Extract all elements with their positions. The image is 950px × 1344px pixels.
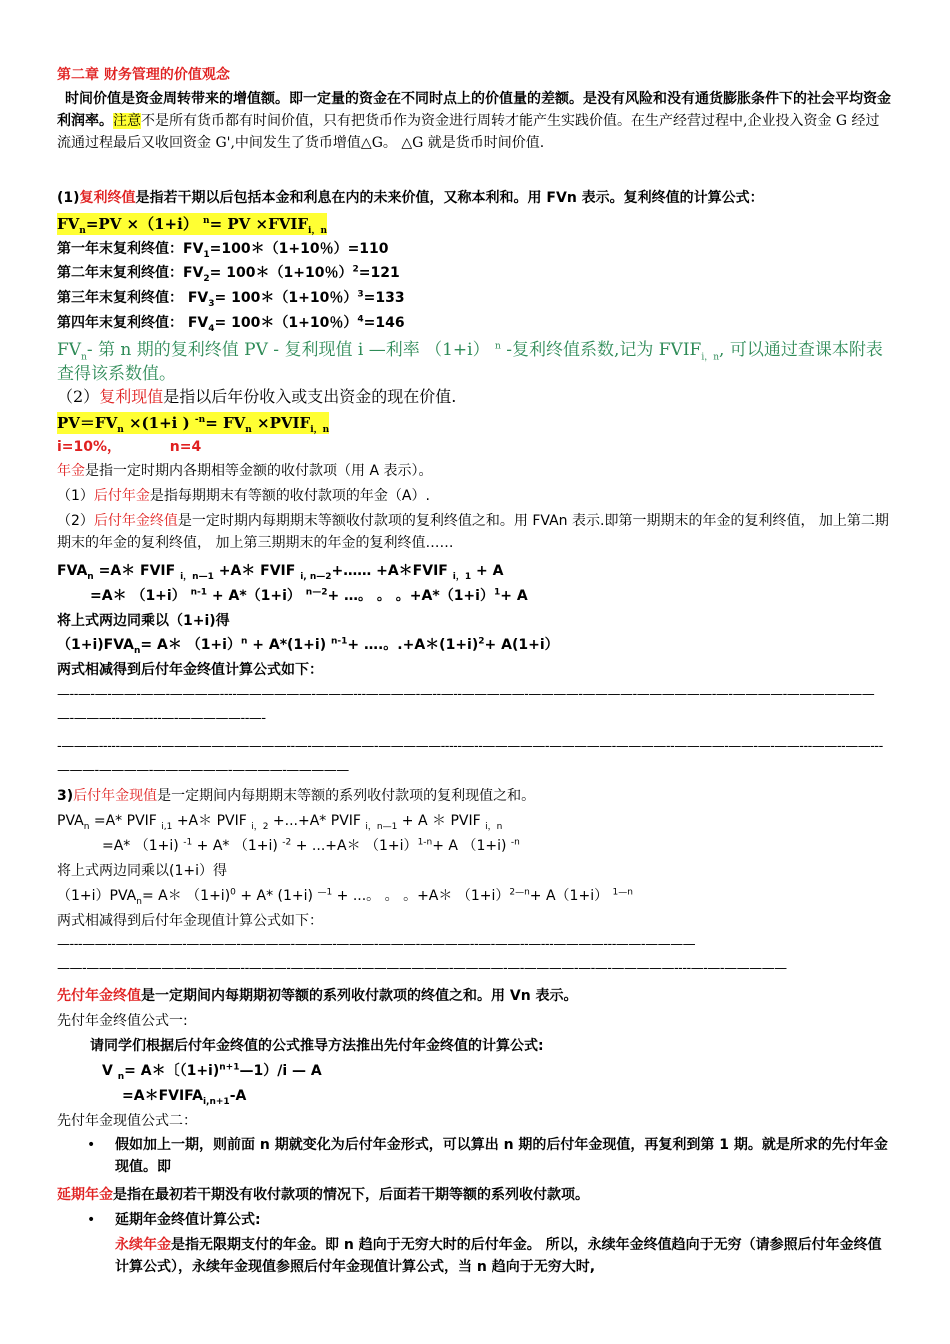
section-2-number: （2） xyxy=(57,387,100,406)
multiply-step-1: 将上式两边同乘以（1+i)得 xyxy=(57,613,230,629)
deferred-annuity-term: 延期年金 xyxy=(57,1187,113,1203)
annuity-due-formula-b: $=A*FVIFA_{i,n+1}-A$ xyxy=(122,1088,247,1107)
pva-formula-2: =A* （1+i) $^{-1}$ + A* （1+i) $^{-2}$ + ...+A＊ $(1+i)^{1-n}+ A$ （1+i) $^{-n}$ xyxy=(102,837,520,854)
compound-present-value-term: 复利现值 xyxy=(99,387,164,406)
deferred-annuity-definition xyxy=(57,1184,589,1206)
intro-rest: 不是所有货币都有时间价值，只有把货币作为资金进行周转才能产生实践价值。在生产经营过程中,企业投入资金 G 经过流通过程最后又收回资金 G',中间发生了货币增值△G。 △G 就是货币时间价值. xyxy=(57,113,880,151)
ordinary-annuity-pv-definition xyxy=(57,785,535,807)
intro-bold: 时间价值是资金周转带来的增值额。即一定量的资金在不同时点上的价值量的差额。是没有风险和没有通货膨胀条件下的社会平均资金利润率。 xyxy=(57,91,891,129)
year-4-value: 第四年末复利终值： $FV_4=$ 100＊（1+10％）$^4$=146 xyxy=(57,314,405,334)
separator-line-6: ——-————————-————--———-——-———-———————-————-—-————-—-—-—————----—-—-————— xyxy=(57,961,787,976)
multiply-step-2: 将上式两边同乘以(1+i）得 xyxy=(57,863,227,879)
intro-paragraph xyxy=(57,88,893,154)
annuity-term: 年金 xyxy=(57,463,85,479)
item-3-text: 是一定期间内每期期末等额的系列收付款项的复利现值之和。 xyxy=(157,788,536,804)
year-3-value: 第三年末复利终值： $FV_3=$ 100＊（1+10％）$^3$=133 xyxy=(57,289,405,309)
chapter-title: 第二章 财务管理的价值观念 xyxy=(57,67,230,83)
subtract-step-2: 两式相减得到后付年金现值计算公式如下： xyxy=(57,913,323,929)
bullet-1-marker: • xyxy=(87,1137,96,1153)
note-highlight: 注意 xyxy=(113,113,141,129)
formula-pv: $PV=FV_n \times(1+i$ ) $^{-n}= FV_n$ $\times PVIF_{i,n}$ xyxy=(57,414,330,435)
separator-line-1: —--—-—-——-——-————----——————-———---————-—--—--—————-————-————-——————-—-————-——————— xyxy=(57,687,875,702)
compound-future-value-definition xyxy=(57,187,764,209)
bullet-1-text: 假如加上一期，则前面 n 期就变化为后付年金形式，可以算出 n 期的后付年金现值，再复利到第 1 期。就是所求的先付年金现值。即 xyxy=(115,1137,888,1175)
ordinary-annuity-fv-term: 后付年金终值 xyxy=(93,513,178,529)
annuity-due-formula-1-label: 先付年金终值公式一: xyxy=(57,1013,188,1029)
pva-formula-3: $(1+i)PVA_n=$ A＊ （1+i)$^0$ + A* (1+i) $^{—1}$ + ...。 。 。+A＊ $(1+i)^{2—n}+ A(1+i)$ $^{1—n}$ xyxy=(57,887,633,907)
formula-fv: $FV_n=PV \times(1+i)$ $^n$= PV $\times FVIF_{i,n}$ xyxy=(57,215,328,236)
annuity-due-fv-text: 是一定期间内每期期初等额的系列收付款项的终值之和。用 Vn 表示。 xyxy=(141,988,578,1004)
separator-line-2: —-———--——----—-—————--—- xyxy=(57,711,266,726)
year-2-value: 第二年末复利终值：$FV_2=$ 100＊（1+10％）$^2$=121 xyxy=(57,264,400,284)
ordinary-annuity-term: 后付年金 xyxy=(93,488,150,504)
item-2-number: （2） xyxy=(57,513,94,529)
pva-formula-1: $PVA_n =A*$ PVIF $_{i,1}$ +A＊ PVIF $_{i,2}$ +...+A* PVIF $_{i,n—1}$ + A ＊ PVIF $_{i,n}$ xyxy=(57,813,503,832)
item-1-number: （1） xyxy=(57,488,94,504)
fva-formula-2: =A＊ （1+i） $^{n-1}$ + A*（1+i） $^{n—2}$+ …。 。 。$+A*(1+i)^1+ A$ xyxy=(90,587,528,604)
subtract-step-1: 两式相减得到后付年金终值计算公式如下： xyxy=(57,662,323,678)
separator-line-4: ———-————-——————-————-————— xyxy=(57,763,349,778)
fva-formula-1: $FVA_n$ =A＊ FVIF $_{i,n—1}$ +A＊ FVIF $_{i, n—2}$+…… +A＊FVIF $_{i,1}$ + A xyxy=(57,563,504,582)
compound-present-value-definition xyxy=(57,386,456,408)
perpetuity-definition xyxy=(115,1234,893,1278)
bullet-2-marker: • xyxy=(87,1212,96,1228)
annuity-due-instruction: 请同学们根据后付年金终值的公式推导方法推出先付年金终值的计算公式: xyxy=(90,1038,544,1054)
ordinary-annuity-pv-term: 后付年金现值 xyxy=(73,788,158,804)
symbol-explanation: $FV_n-$ 第 n 期的复利终值 PV - 复利现值 i —利率 （1+i） $^n$ -复利终值系数,记为 $FVIF_{i,n}$, 可以通过查课本附表查得该系数值。 xyxy=(57,340,883,384)
bullet-2-text: 延期年金终值计算公式: xyxy=(115,1212,261,1228)
annuity-text: 是指一定时期内各期相等金额的收付款项（用 A 表示）。 xyxy=(85,463,433,479)
separator-line-5: —---——--—-————-————-————-———-———-———-————--—-——--—---————---——-———— xyxy=(57,937,696,952)
annuity-definition xyxy=(57,460,432,482)
section-1-number: (1) xyxy=(57,190,80,206)
item-2-text: 是一定时期内每期期末等额收付款项的复利终值之和。用 FVAn 表示.即第一期期末的年金的复利终值， 加上第二期期末的年金的复利终值， 加上第三期期末的年金的复利终值…… xyxy=(57,513,889,551)
parameters: i=10%， n=4 xyxy=(57,439,202,455)
annuity-due-formula-a: V $_n$= A＊〔（1+i)$^{n+1}$—1）/i — A xyxy=(102,1062,322,1082)
year-1-value: 第一年末复利终值：$FV_1=100*(1+10$％）=110 xyxy=(57,241,389,260)
perpetuity-term: 永续年金 xyxy=(115,1237,171,1253)
annuity-due-fv-term: 先付年金终值 xyxy=(57,988,141,1004)
deferred-annuity-text: 是指在最初若干期没有收付款项的情况下，后面若干期等额的系列收付款项。 xyxy=(113,1187,589,1203)
ordinary-annuity-definition xyxy=(57,485,430,507)
ordinary-annuity-fv-definition xyxy=(57,510,893,554)
annuity-due-formula-2-label: 先付年金现值公式二： xyxy=(57,1113,197,1129)
compound-future-value-term: 复利终值 xyxy=(79,190,136,206)
section-1-text: 是指若干期以后包括本金和利息在内的未来价值，又称本利和。用 FVn 表示。复利终值的计算公式： xyxy=(135,190,764,206)
separator-line-3: -———-----———-——————————--—-—————-—————-----—--—————-—————-————--————-——-—-——---——--——--- xyxy=(57,739,883,754)
annuity-due-fv-definition xyxy=(57,985,578,1007)
perpetuity-text: 是指无限期支付的年金。即 n 趋向于无穷大时的后付年金。 所以，永续年金终值趋向于无穷（请参照后付年金终值计算公式），永续年金现值参照后付年金现值计算公式，当 n 趋向于无穷大时, xyxy=(115,1237,882,1275)
section-2-text: 是指以后年份收入或支出资金的现在价值. xyxy=(163,387,457,406)
item-1-text: 是指每期期末有等额的收付款项的年金（A）. xyxy=(149,488,430,504)
fva-formula-3: $(1+i)FVA_n=$ A＊ $(1+i)^n + A*(1+i)$ $^{n-1}$+ ….。$.+A*(1+i)^2+ A(1+i)$ xyxy=(57,636,559,656)
item-3-number: 3) xyxy=(57,788,74,804)
